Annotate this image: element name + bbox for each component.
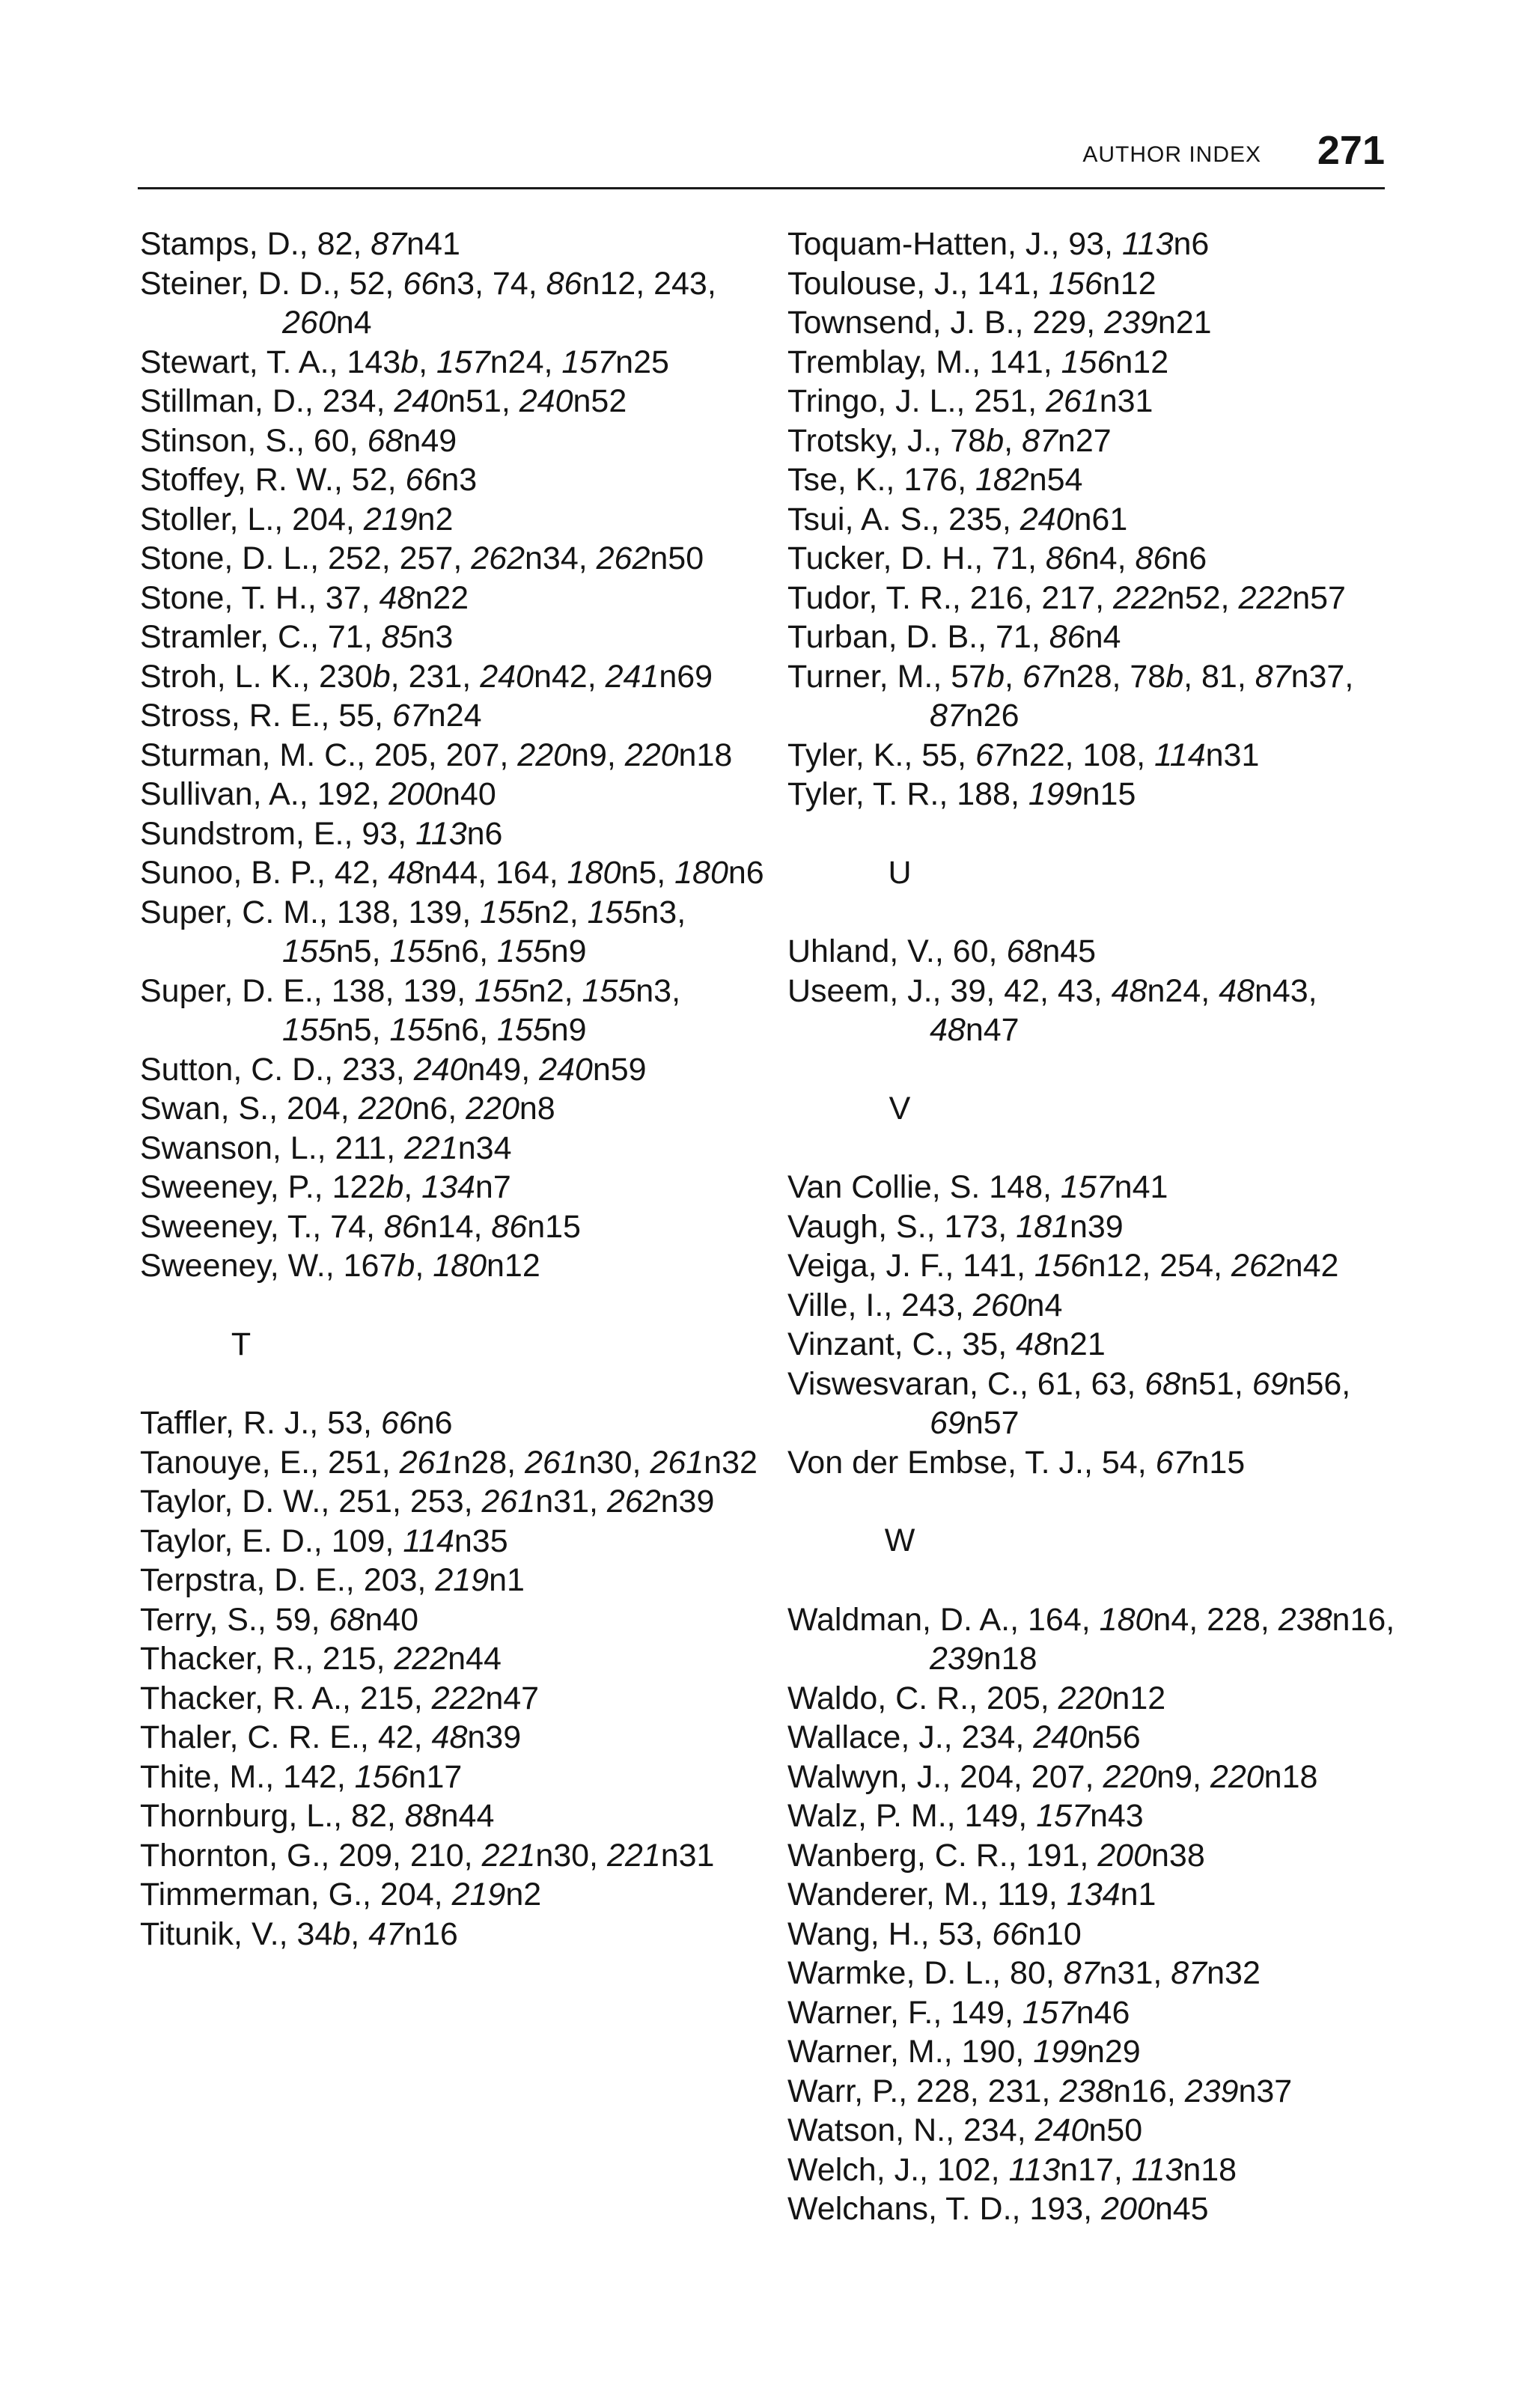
index-entry: Sturman, M. C., 205, 207, 220n9, 220n18 [140,737,733,773]
index-entry: Turner, M., 57b, 67n28, 78b, 81, 87n37, 87n26 [787,658,1354,734]
index-entry: Tanouye, E., 251, 261n28, 261n30, 261n32 [140,1444,758,1481]
page-header [138,123,1385,189]
index-entry: Stamps, D., 82, 87n41 [140,226,460,262]
index-entry: Vaugh, S., 173, 181n39 [787,1208,1124,1245]
index-entry: Sundstrom, E., 93, 113n6 [140,815,503,852]
index-entry: Wanderer, M., 119, 134n1 [787,1877,1156,1912]
index-entry: Welch, J., 102, 113n17, 113n18 [787,2151,1237,2188]
index-entry: Taffler, R. J., 53, 66n6 [140,1405,453,1441]
index-entry: Watson, N., 234, 240n50 [787,2112,1143,2148]
index-entry: Toulouse, J., 141, 156n12 [787,265,1156,302]
index-entry: Sweeney, P., 122b, 134n7 [140,1169,511,1205]
index-entry: Timmerman, G., 204, 219n2 [140,1877,542,1912]
index-entry: Waldo, C. R., 205, 220n12 [787,1680,1166,1716]
index-entry: Warner, M., 190, 199n29 [787,2034,1141,2070]
index-entry: Sweeney, W., 167b, 180n12 [140,1248,540,1284]
index-entry: Swanson, L., 211, 221n34 [140,1130,512,1166]
index-entry: Thornton, G., 209, 210, 221n30, 221n31 [140,1837,715,1874]
index-entry: Tyler, T. R., 188, 199n15 [787,776,1136,812]
index-entry: Waldman, D. A., 164, 180n4, 228, 238n16, 239n18 [787,1601,1395,1677]
running-head: AUTHOR INDEX [1082,142,1261,167]
index-entry: Stewart, T. A., 143b, 157n24, 157n25 [140,344,669,380]
index-entry: Sutton, C. D., 233, 240n49, 240n59 [140,1051,647,1088]
index-entry: Titunik, V., 34b, 47n16 [140,1915,458,1952]
index-entry: Thaler, C. R. E., 42, 48n39 [140,1719,522,1755]
index-entry: Warr, P., 228, 231, 238n16, 239n37 [787,2073,1293,2109]
index-entry: Stroh, L. K., 230b, 231, 240n42, 241n69 [140,658,713,695]
index-entry: Tudor, T. R., 216, 217, 222n52, 222n57 [787,579,1346,616]
index-entry: Stoller, L., 204, 219n2 [140,501,454,537]
index-entry: Sweeney, T., 74, 86n14, 86n15 [140,1208,581,1245]
index-entry: Von der Embse, T. J., 54, 67n15 [787,1444,1246,1481]
index-entry: Wang, H., 53, 66n10 [787,1915,1082,1952]
index-entry: Trotsky, J., 78b, 87n27 [787,422,1112,459]
index-entry: Terry, S., 59, 68n40 [140,1601,419,1638]
index-entry: Thornburg, L., 82, 88n44 [140,1798,495,1834]
index-entry: Wallace, J., 234, 240n56 [787,1719,1141,1755]
page-number: 271 [1317,128,1385,173]
index-entry: Taylor, D. W., 251, 253, 261n31, 262n39 [140,1484,715,1520]
index-entry: Viswesvaran, C., 61, 63, 68n51, 69n56, 69n57 [787,1365,1351,1441]
index-entry: Townsend, J. B., 229, 239n21 [787,305,1212,341]
index-entry: Super, C. M., 138, 139, 155n2, 155n3, 155n5, 155n6, 155n9 [140,894,686,969]
index-entry: Thite, M., 142, 156n17 [140,1758,463,1795]
index-entry: Welchans, T. D., 193, 200n45 [787,2191,1209,2227]
index-entry: Tyler, K., 55, 67n22, 108, 114n31 [787,737,1260,773]
index-entry: Veiga, J. F., 141, 156n12, 254, 262n42 [787,1248,1339,1284]
index-entry: Tringo, J. L., 251, 261n31 [787,383,1153,419]
section-letter: U [888,854,912,891]
index-entry: Stoffey, R. W., 52, 66n3 [140,462,478,498]
index-entry: Super, D. E., 138, 139, 155n2, 155n3, 155n5, 155n6, 155n9 [140,972,681,1048]
index-entry: Stillman, D., 234, 240n51, 240n52 [140,383,627,419]
index-entry: Stone, T. H., 37, 48n22 [140,579,469,616]
index-column-left [140,225,769,1954]
index-entry: Stross, R. E., 55, 67n24 [140,698,482,734]
index-entry: Steiner, D. D., 52, 66n3, 74, 86n12, 243, 260n4 [140,265,716,341]
index-entry: Stone, D. L., 252, 257, 262n34, 262n50 [140,540,704,576]
index-entry: Wanberg, C. R., 191, 200n38 [787,1837,1205,1874]
index-entry: Uhland, V., 60, 68n45 [787,933,1097,969]
index-entry: Tucker, D. H., 71, 86n4, 86n6 [787,540,1207,576]
index-entry: Vinzant, C., 35, 48n21 [787,1326,1106,1362]
index-entry: Walz, P. M., 149, 157n43 [787,1798,1144,1834]
section-letter: W [884,1522,915,1558]
index-entry: Tse, K., 176, 182n54 [787,462,1083,498]
section-letter: V [889,1090,911,1127]
index-entry: Van Collie, S. 148, 157n41 [787,1169,1168,1205]
index-entry: Terpstra, D. E., 203, 219n1 [140,1562,525,1598]
index-entry: Sullivan, A., 192, 200n40 [140,776,496,812]
index-entry: Toquam-Hatten, J., 93, 113n6 [787,226,1210,262]
index-entry: Tsui, A. S., 235, 240n61 [787,501,1128,537]
index-entry: Swan, S., 204, 220n6, 220n8 [140,1091,555,1127]
index-entry: Sunoo, B. P., 42, 48n44, 164, 180n5, 180n6 [140,855,764,891]
index-entry: Stinson, S., 60, 68n49 [140,422,457,459]
index-entry: Useem, J., 39, 42, 43, 48n24, 48n43, 48n47 [787,972,1317,1048]
section-letter: T [231,1326,252,1362]
index-entry: Stramler, C., 71, 85n3 [140,619,454,655]
index-entry: Warner, F., 149, 157n46 [787,1994,1130,2031]
index-entry: Ville, I., 243, 260n4 [787,1287,1063,1323]
index-entry: Taylor, E. D., 109, 114n35 [140,1522,508,1559]
index-entry: Thacker, R. A., 215, 222n47 [140,1680,540,1716]
index-entry: Warmke, D. L., 80, 87n31, 87n32 [787,1955,1261,1991]
index-entry: Tremblay, M., 141, 156n12 [787,344,1169,380]
index-entry: Thacker, R., 215, 222n44 [140,1641,502,1677]
index-column-right [787,225,1401,2229]
index-entry: Turban, D. B., 71, 86n4 [787,619,1121,655]
index-entry: Walwyn, J., 204, 207, 220n9, 220n18 [787,1758,1318,1795]
